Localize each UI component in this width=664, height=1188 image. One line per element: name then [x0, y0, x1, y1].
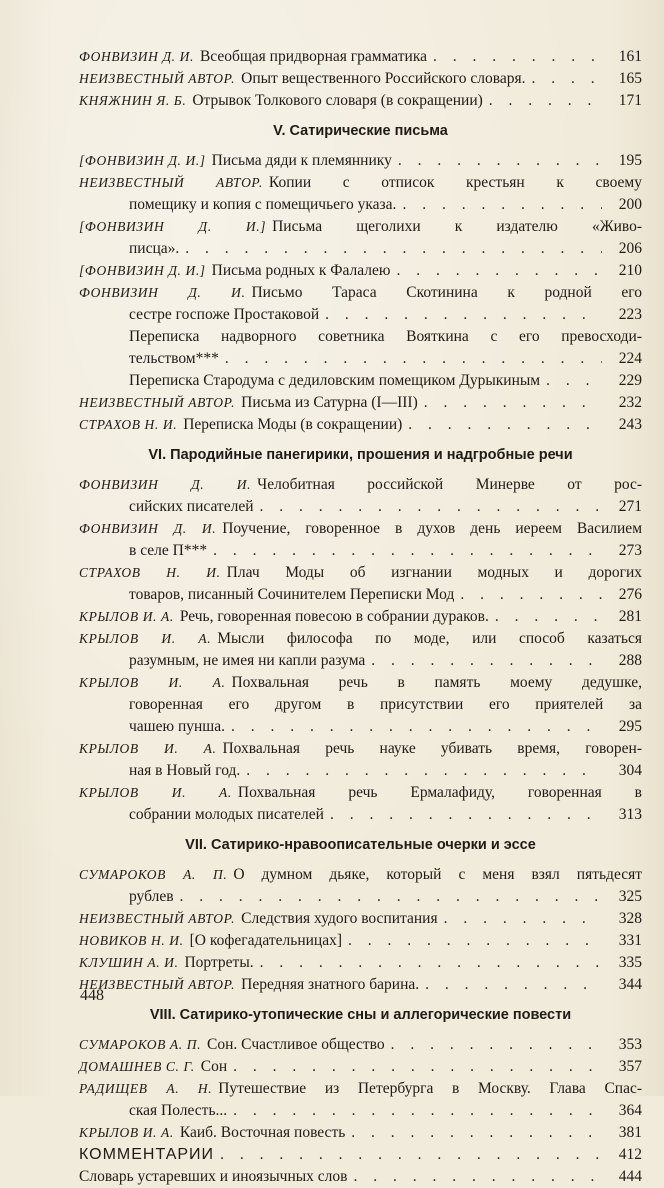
entry-author: СУМАРОКОВ А. П. [79, 867, 228, 882]
entry-page-number: 304 [618, 762, 642, 779]
entry-title-line: Письма дяди к племяннику [211, 152, 392, 169]
dot-leader [260, 952, 602, 974]
entry-title-line: чашею пунша. [129, 718, 225, 735]
entry-page-number: 271 [618, 498, 642, 515]
entry-title-line: Переписка надворного советника Вояткина с его превосходи- [129, 328, 642, 345]
toc-entry [79, 782, 642, 826]
entry-title-line: Путешествие из Петербурга в Москву. Глава Спас- [218, 1080, 642, 1097]
dot-leader [231, 716, 602, 738]
entry-author: СТРАХОВ Н. И. [79, 417, 178, 432]
entry-title-line: Сон [200, 1058, 228, 1075]
dot-leader [546, 370, 602, 392]
toc-entry [79, 172, 642, 216]
entry-title-line: говоренная его другом в присутствии его приятелей за [129, 696, 642, 713]
section-heading: VII. Сатирико-нравоописательные очерки и эссе [185, 837, 536, 853]
entry-title-line: О думном дьяке, который с меня взял пятьдесят [233, 866, 642, 883]
entry-title-line: Поучение, говоренное в духов день иереем Василием [222, 520, 642, 537]
entry-title-line: в селе П*** [129, 542, 208, 559]
toc-entry [79, 150, 642, 172]
entry-author: СУМАРОКОВ А. П. [79, 1037, 202, 1052]
toc-entry [79, 628, 642, 672]
entry-title-line: собрании молодых писателей [129, 806, 324, 823]
toc-entry [79, 260, 642, 282]
entry-page-number: 353 [618, 1036, 642, 1053]
toc-entry [79, 392, 642, 414]
entry-author: СТРАХОВ Н. И. [79, 565, 221, 580]
toc-entry [79, 738, 642, 782]
entry-page-number: 381 [618, 1124, 642, 1141]
entry-page-number: 171 [618, 92, 642, 109]
entry-page-number: 206 [618, 240, 642, 257]
toc-entry [79, 1166, 642, 1188]
entry-author: НЕИЗВЕСТНЫЙ АВТОР. [79, 71, 236, 86]
toc-entry [79, 864, 642, 908]
entry-title-line: Мысли философа по моде, или способ казаться [217, 630, 642, 647]
dot-leader [396, 260, 602, 282]
entry-page-number: 331 [618, 932, 642, 949]
section-heading: VIII. Сатирико-утопические сны и аллегорические повести [149, 1007, 572, 1023]
dot-leader [408, 414, 602, 436]
dot-leader [460, 584, 602, 606]
toc-entry [79, 974, 642, 996]
toc-entry [79, 1122, 642, 1144]
entry-title-line: Переписка Моды (в сокращении) [183, 416, 403, 433]
dot-leader [185, 238, 602, 260]
entry-title-line: Всеобщая придворная грамматика [199, 48, 428, 65]
entry-page-number: 276 [618, 586, 642, 603]
entry-title-line: тельством*** [129, 350, 219, 367]
entry-page-number: 161 [618, 48, 642, 65]
entry-title-line: Плач Моды об изгнании модных и дорогих [226, 564, 642, 581]
entry-page-number: 232 [618, 394, 642, 411]
entry-author: ДОМАШНЕВ С. Г. [79, 1059, 195, 1074]
entry-page-number: 295 [618, 718, 642, 735]
toc-entry [79, 1034, 642, 1056]
entry-page-number: 195 [618, 152, 642, 169]
entry-author: КЛУШИН А. И. [79, 955, 179, 970]
toc-entry [79, 282, 642, 326]
entry-title-line: товаров, писанный Сочинителем Переписки Мод [129, 586, 455, 603]
entry-title-line: рублев [129, 888, 174, 905]
entry-title-line: КОММЕНТАРИИ [79, 1146, 215, 1163]
toc-entry [79, 474, 642, 518]
entry-page-number: 444 [618, 1168, 642, 1185]
dot-leader [424, 392, 602, 414]
entry-title-line: Похвальная речь Ермалафиду, говоренная в [237, 784, 643, 801]
dot-leader [433, 46, 602, 68]
entry-author: КРЫЛОВ И. А. [79, 785, 232, 800]
entry-title-line: Письма из Сатурна (I—III) [241, 394, 418, 411]
dot-leader [495, 606, 602, 628]
toc-entry [79, 370, 642, 392]
dot-leader [246, 760, 602, 782]
entry-title-line: Копии с отписок крестьян к своему [268, 174, 642, 191]
dot-leader [225, 348, 602, 370]
entry-title-line: Словарь устаревших и иноязычных слов [79, 1168, 348, 1185]
section-heading: V. Сатирические письма [273, 123, 448, 139]
entry-author: КРЫЛОВ И. А. [79, 741, 217, 756]
entry-author: НЕИЗВЕСТНЫЙ АВТОР. [79, 175, 263, 190]
dot-leader [213, 540, 602, 562]
entry-author: КРЫЛОВ И. А. [79, 1125, 174, 1140]
entry-author: [ФОНВИЗИН Д. И.] [79, 219, 267, 234]
entry-title-line: Следствия худого воспитания [241, 910, 438, 927]
entry-title-line: сийских писателей [129, 498, 254, 515]
entry-author: КНЯЖНИН Я. Б. [79, 93, 187, 108]
dot-leader [325, 304, 602, 326]
entry-page-number: 364 [618, 1102, 642, 1119]
entry-page-number: 328 [618, 910, 642, 927]
dot-leader [348, 930, 602, 952]
toc-entry [79, 606, 642, 628]
entry-title-line: Сон. Счастливое общество [207, 1036, 385, 1053]
entry-author: НОВИКОВ Н. И. [79, 933, 184, 948]
entry-page-number: 243 [618, 416, 642, 433]
entry-author: [ФОНВИЗИН Д. И.] [79, 263, 206, 278]
entry-author: [ФОНВИЗИН Д. И.] [79, 153, 206, 168]
entry-title-line: Письма родных к Фалалею [211, 262, 391, 279]
dot-leader [233, 1100, 602, 1122]
entry-author: НЕИЗВЕСТНЫЙ АВТОР. [79, 395, 236, 410]
entry-title-line: помещику и копия с помещичьего указа. [129, 196, 397, 213]
dot-leader [353, 1166, 602, 1188]
entry-page-number: 412 [618, 1146, 642, 1163]
dot-leader [532, 68, 603, 90]
toc-entry [79, 1078, 642, 1122]
dot-leader [391, 1034, 602, 1056]
dot-leader [371, 650, 602, 672]
toc-entry [79, 68, 642, 90]
entry-title-line: Речь, говоренная повесою в собрании дураков. [179, 608, 489, 625]
entry-title-line: Челобитная российской Минерве от рос- [257, 476, 642, 493]
entry-page-number: 210 [618, 262, 642, 279]
entry-page-number: 273 [618, 542, 642, 559]
dot-leader [220, 1144, 602, 1166]
entry-author: НЕИЗВЕСТНЫЙ АВТОР. [79, 977, 236, 992]
toc-entry [79, 908, 642, 930]
toc-entry [79, 672, 642, 738]
toc-entry [79, 414, 642, 436]
toc-entry [79, 1144, 642, 1166]
entry-title-line: ская Полесть... [129, 1102, 228, 1119]
entry-title-line: ная в Новый год. [129, 762, 241, 779]
entry-author: НЕИЗВЕСТНЫЙ АВТОР. [79, 911, 236, 926]
entry-title-line: Портреты. [184, 954, 254, 971]
toc-entry [79, 90, 642, 112]
entry-page-number: 288 [618, 652, 642, 669]
dot-leader [330, 804, 602, 826]
dot-leader [260, 496, 603, 518]
dot-leader [180, 886, 602, 908]
entry-page-number: 281 [618, 608, 642, 625]
toc-entry [79, 1056, 642, 1078]
section-heading: VI. Пародийные панегирики, прошения и надгробные речи [148, 447, 573, 463]
entry-title-line: Похвальная речь в память моему дедушке, [231, 674, 642, 691]
entry-author: КРЫЛОВ И. А. [79, 609, 174, 624]
dot-leader [351, 1122, 602, 1144]
entry-page-number: 165 [618, 70, 642, 87]
entry-page-number: 325 [618, 888, 642, 905]
dot-leader [444, 908, 602, 930]
entry-page-number: 224 [618, 350, 642, 367]
entry-title-line: Письма щеголихи к издателю «Живо- [272, 218, 642, 235]
entry-author: РАДИЩЕВ А. Н. [79, 1081, 213, 1096]
dot-leader [398, 150, 602, 172]
dot-leader [402, 194, 602, 216]
toc-entry [79, 952, 642, 974]
toc-entry [79, 216, 642, 260]
entry-title-line: писца». [129, 240, 180, 257]
entry-page-number: 200 [618, 196, 642, 213]
entry-title-line: Похвальная речь науке убивать время, говорен- [222, 740, 642, 757]
entry-title-line: [О кофегадательницах] [189, 932, 343, 949]
entry-author: КРЫЛОВ И. А. [79, 631, 212, 646]
toc-entry [79, 326, 642, 370]
entry-author: ФОНВИЗИН Д. И. [79, 521, 217, 536]
page-number-footer: 448 [80, 987, 104, 1004]
entry-title-line: Каиб. Восточная повесть [179, 1124, 346, 1141]
entry-author: КРЫЛОВ И. А. [79, 675, 226, 690]
toc-entry [79, 930, 642, 952]
toc-entry [79, 562, 642, 606]
entry-title-line: Отрывок Толкового словаря (в сокращении) [192, 92, 483, 109]
toc-entry [79, 46, 642, 68]
entry-author: ФОНВИЗИН Д. И. [79, 49, 194, 64]
entry-page-number: 335 [618, 954, 642, 971]
dot-leader [233, 1056, 602, 1078]
entry-title-line: Переписка Стародума с дедиловским помещиком Дурыкиным [129, 372, 541, 389]
entry-title-line: сестре госпоже Простаковой [129, 306, 320, 323]
entry-title-line: Письмо Тараса Скотинина к родной его [251, 284, 642, 301]
entry-title-line: Передняя знатного барина. [241, 976, 420, 993]
entry-page-number: 229 [618, 372, 642, 389]
entry-title-line: разумным, не имея ни капли разума [129, 652, 366, 669]
entry-title-line: Опыт вещественного Российского словаря. [241, 70, 526, 87]
entry-page-number: 357 [618, 1058, 642, 1075]
entry-page-number: 344 [618, 976, 642, 993]
dot-leader [425, 974, 602, 996]
entry-author: ФОНВИЗИН Д. И. [79, 285, 246, 300]
dot-leader [489, 90, 602, 112]
entry-page-number: 313 [618, 806, 642, 823]
entry-page-number: 223 [618, 306, 642, 323]
table-of-contents [79, 46, 642, 1188]
toc-entry [79, 518, 642, 562]
entry-author: ФОНВИЗИН Д. И. [79, 477, 252, 492]
